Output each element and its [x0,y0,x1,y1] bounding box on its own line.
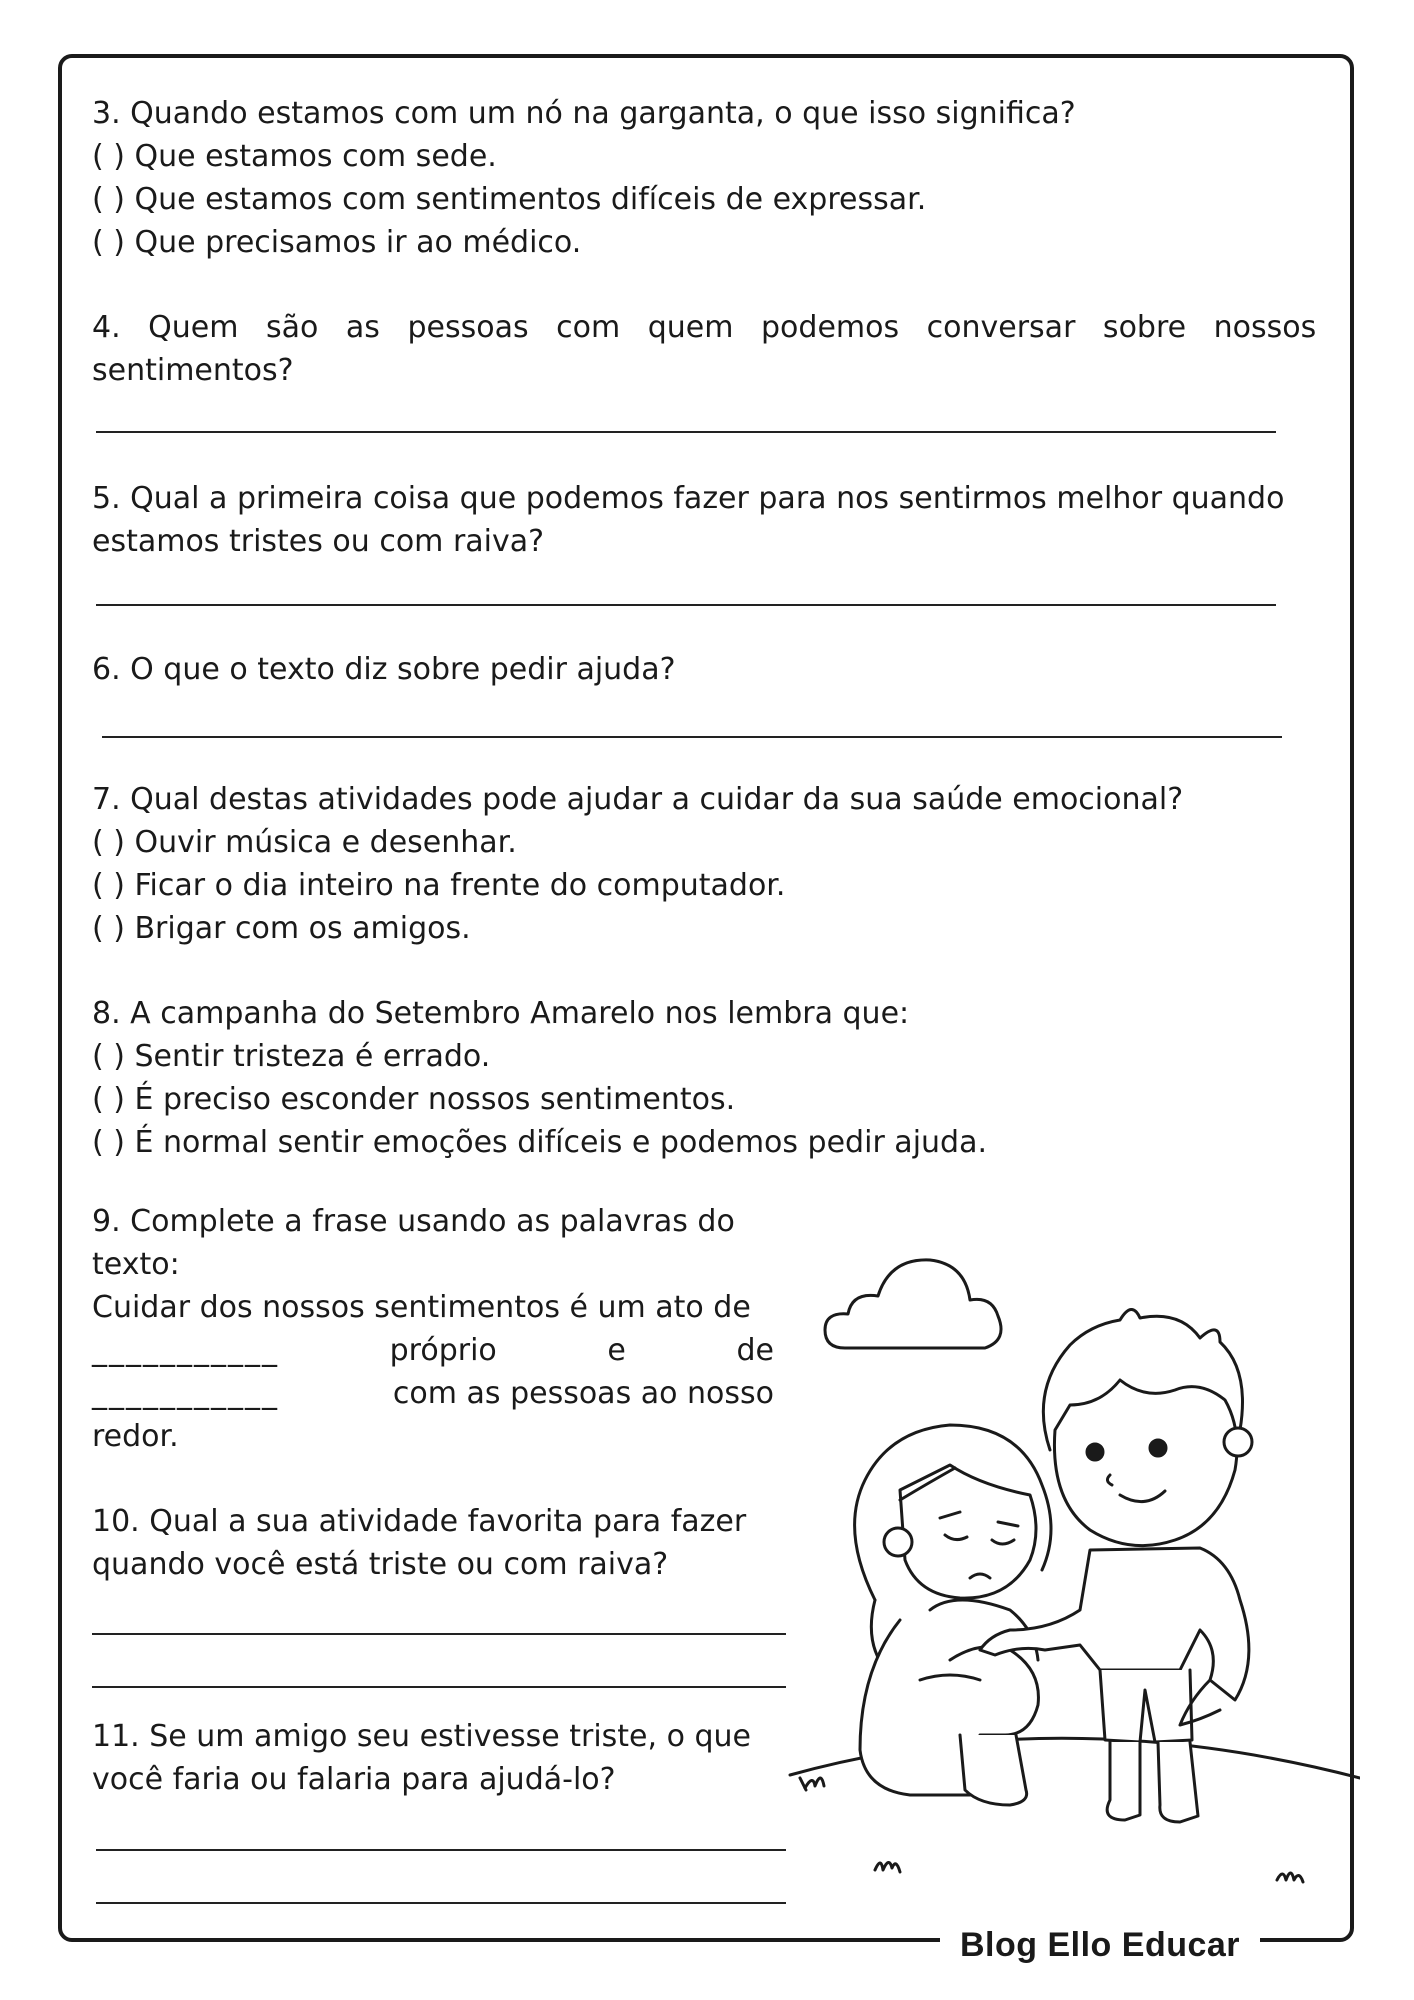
question-6-text: 6. O que o texto diz sobre pedir ajuda? [92,652,676,687]
question-9-text-line6: redor. [92,1419,179,1454]
question-3-option-3[interactable]: ( ) Que precisamos ir ao médico. [92,225,582,260]
question-6 [92,648,1322,691]
question-8-option-3[interactable]: ( ) É normal sentir emoções difíceis e podemos pedir ajuda. [92,1125,988,1160]
question-8-option-2[interactable]: ( ) É preciso esconder nossos sentimentos. [92,1082,736,1117]
word-e: e [607,1333,626,1368]
fill-blank-1[interactable]: ___________ [92,1333,279,1368]
question-9-text-line5 [92,1372,774,1415]
question-9-line5-rest: com as pessoas ao nosso [392,1376,774,1411]
question-10 [92,1500,774,1586]
question-10-text-line1: 10. Qual a sua atividade favorita para fazer [92,1504,747,1539]
cloud-icon [825,1260,1001,1348]
question-3 [92,92,1322,264]
answer-line-q6[interactable] [102,736,1282,738]
question-7-option-1[interactable]: ( ) Ouvir música e desenhar. [92,825,517,860]
question-4-text-line1: 4. Quem são as pessoas com quem podemos conversar sobre nossos [92,310,1317,345]
word-de: de [736,1333,774,1368]
question-8-option-1[interactable]: ( ) Sentir tristeza é errado. [92,1039,491,1074]
question-9-text-line4 [92,1329,774,1372]
answer-line-q5[interactable] [96,604,1276,606]
question-5-text-line2: estamos tristes ou com raiva? [92,524,545,559]
children-comfort-illustration [780,1230,1360,1910]
question-5 [92,477,1332,563]
question-8 [92,992,1332,1164]
answer-line-q10-2[interactable] [92,1686,786,1688]
question-5-text-line1: 5. Qual a primeira coisa que podemos fazer para nos sentirmos melhor quando [92,481,1285,516]
answer-line-q11-1[interactable] [96,1849,786,1851]
question-11-text-line1: 11. Se um amigo seu estivesse triste, o que [92,1719,751,1754]
question-4 [92,306,1322,392]
question-7 [92,778,1332,950]
footer-brand[interactable]: Blog Ello Educar [960,1926,1241,1964]
question-3-option-2[interactable]: ( ) Que estamos com sentimentos difíceis de expressar. [92,182,927,217]
word-proprio: próprio [389,1333,497,1368]
question-3-text: 3. Quando estamos com um nó na garganta, o que isso significa? [92,96,1076,131]
question-11 [92,1715,774,1801]
question-4-text-line2: sentimentos? [92,353,294,388]
question-7-text: 7. Qual destas atividades pode ajudar a cuidar da sua saúde emocional? [92,782,1184,817]
question-7-option-2[interactable]: ( ) Ficar o dia inteiro na frente do computador. [92,868,786,903]
question-11-text-line2: você faria ou falaria para ajudá-lo? [92,1762,616,1797]
question-9-text-line1 [92,1200,774,1243]
question-10-text-line2: quando você está triste ou com raiva? [92,1547,669,1582]
question-8-text: 8. A campanha do Setembro Amarelo nos lembra que: [92,996,910,1031]
question-9 [92,1200,774,1458]
question-3-option-1[interactable]: ( ) Que estamos com sede. [92,139,497,174]
answer-line-q4[interactable] [96,431,1276,433]
question-9-text-line2: texto: [92,1247,180,1282]
fill-blank-2[interactable]: ___________ [92,1376,279,1411]
answer-line-q11-2[interactable] [96,1902,786,1904]
question-9-line1-text: 9. Complete a frase usando as palavras do [92,1204,735,1239]
question-9-text-line3: Cuidar dos nossos sentimentos é um ato de [92,1290,751,1325]
question-7-option-3[interactable]: ( ) Brigar com os amigos. [92,911,471,946]
answer-line-q10-1[interactable] [92,1633,786,1635]
